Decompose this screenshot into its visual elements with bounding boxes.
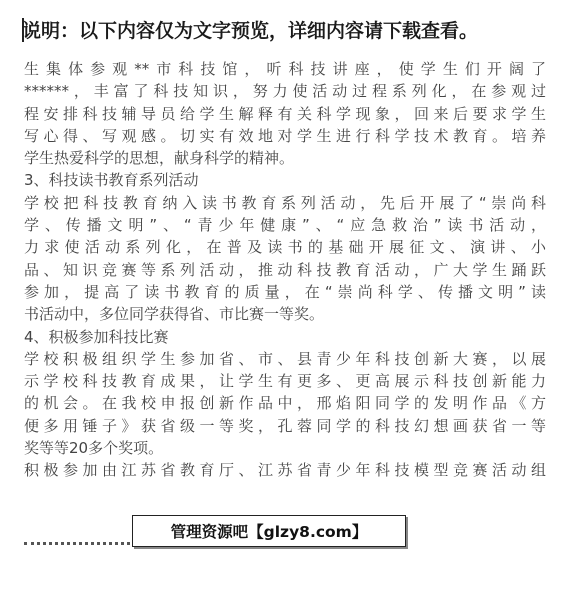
body-line: 力求使活动系列化，在普及读书的基础开展征文、演讲、小 [24,238,546,257]
body-line: 学、传播文明”、“青少年健康”、“应急救治”读书活动， [24,216,546,235]
body-line: 书活动中，多位同学获得省、市比赛一等奖。 [24,305,325,324]
body-line: 学校积极组织学生参加省、市、县青少年科技创新大赛，以展 [24,349,546,368]
body-line: 学生热爱科学的思想，献身科学的精神。 [24,149,295,168]
section-heading: 4、积极参加科技比赛 [24,327,169,346]
watermark-text: 管理资源吧【glzy8.com】 [170,523,368,541]
body-line: 奖等等20多个奖项。 [24,439,164,458]
preview-notice-heading: 说明：以下内容仅为文字预览，详细内容请下载查看。 [22,20,479,42]
body-line: 学校把科技教育纳入读书教育系列活动，先后开展了“崇尚科 [24,193,546,212]
body-line: 生集体参观**市科技馆，听科技讲座，使学生们开阔了 [24,60,546,78]
truncation-ellipsis-line [24,542,142,547]
body-line: 品、知识竞赛等系列活动，推动科技教育活动，广大学生踊跃 [24,260,546,279]
body-line: 程安排科技辅导员给学生解释有关科学现象，回来后要求学生 [24,104,546,123]
body-line: ******，丰富了科技知识，努力使活动过程系列化，在参观过 [24,82,546,101]
site-watermark-badge [132,515,406,547]
body-line: 示学校科技教育成果，让学生有更多、更高展示科技创新能力 [24,372,546,391]
section-heading: 3、科技读书教育系列活动 [24,171,199,190]
body-line: 参加，提高了读书教育的质量，在“崇尚科学、传播文明”读 [24,282,546,301]
body-line: 积极参加由江苏省教育厅、江苏省青少年科技模型竞赛活动组 [24,461,546,480]
body-line: 的机会。在我校申报创新作品中，邢焰阳同学的发明作品《方 [24,394,546,413]
document-body [24,58,546,482]
body-line: 写心得、写观感。切实有效地对学生进行科学技术教育。培养 [24,126,546,145]
body-line: 便多用锤子》获省级一等奖，孔蓉同学的科技幻想画获省一等 [24,416,546,435]
